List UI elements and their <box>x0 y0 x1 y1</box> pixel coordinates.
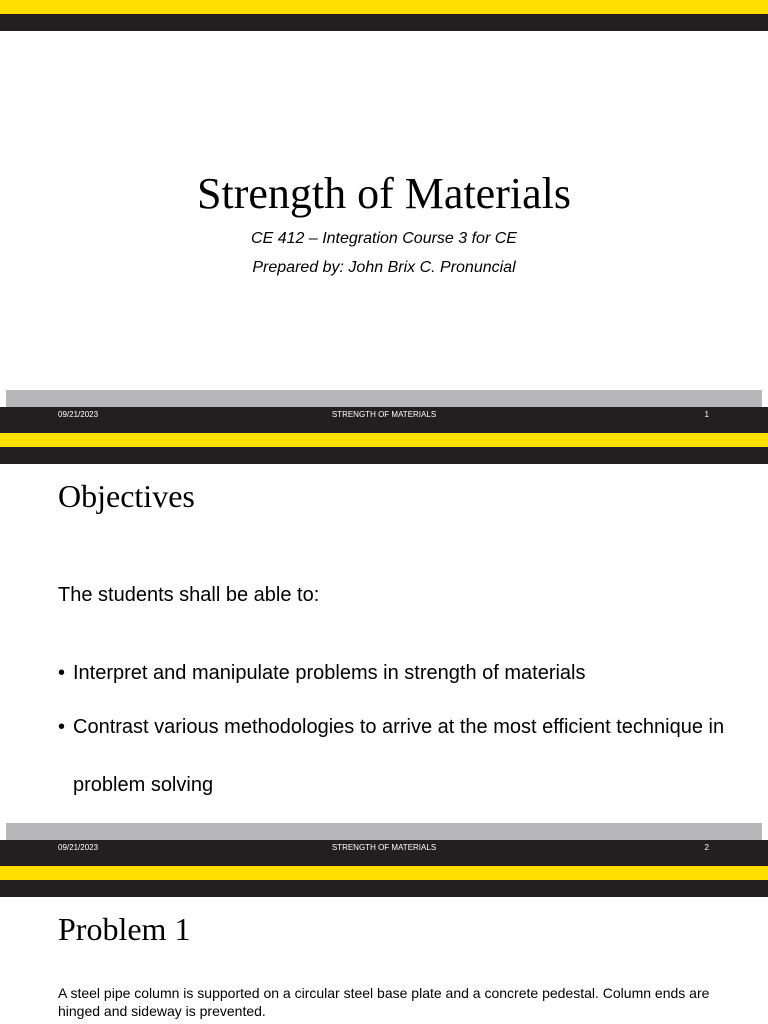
footer-title: STRENGTH OF MATERIALS <box>331 843 437 852</box>
footer-slide-number: 2 <box>704 843 709 852</box>
bullet-icon: • <box>58 716 66 738</box>
slide-title: Strength of Materials <box>197 169 571 218</box>
intro-text: The students shall be able to: <box>58 584 320 606</box>
footer-title: STRENGTH OF MATERIALS <box>331 410 437 419</box>
slide-title: Problem 1 <box>58 911 191 947</box>
slide-1 <box>0 0 768 433</box>
slide-title: Objectives <box>58 478 195 514</box>
bullet-icon: • <box>58 662 66 684</box>
bullet-text: Contrast various methodologies to arrive at the most efficient technique in problem solving <box>73 716 725 796</box>
author-subtitle: Prepared by: John Brix C. Pronuncial <box>252 259 516 276</box>
top-dark-stripe <box>0 880 768 897</box>
bullet-text: Interpret and manipulate problems in strength of materials <box>73 662 586 684</box>
slide-3 <box>0 866 768 1024</box>
top-dark-stripe <box>0 14 768 31</box>
footer-grey-band <box>6 390 762 407</box>
footer-grey-band <box>6 823 762 840</box>
footer-slide-number: 1 <box>704 410 709 419</box>
top-yellow-stripe <box>0 433 768 447</box>
footer-date: 09/21/2023 <box>58 843 99 852</box>
footer-date: 09/21/2023 <box>58 410 99 419</box>
slide-footer <box>0 407 768 433</box>
course-subtitle: CE 412 – Integration Course 3 for CE <box>251 230 517 247</box>
top-dark-stripe <box>0 447 768 464</box>
top-yellow-stripe <box>0 866 768 880</box>
problem-text: A steel pipe column is supported on a circular steel base plate and a concrete pedestal. Column ends are hinged and sideway is prevented. <box>58 985 710 1019</box>
slide-2 <box>0 433 768 866</box>
top-yellow-stripe <box>0 0 768 14</box>
slide-footer <box>0 840 768 866</box>
